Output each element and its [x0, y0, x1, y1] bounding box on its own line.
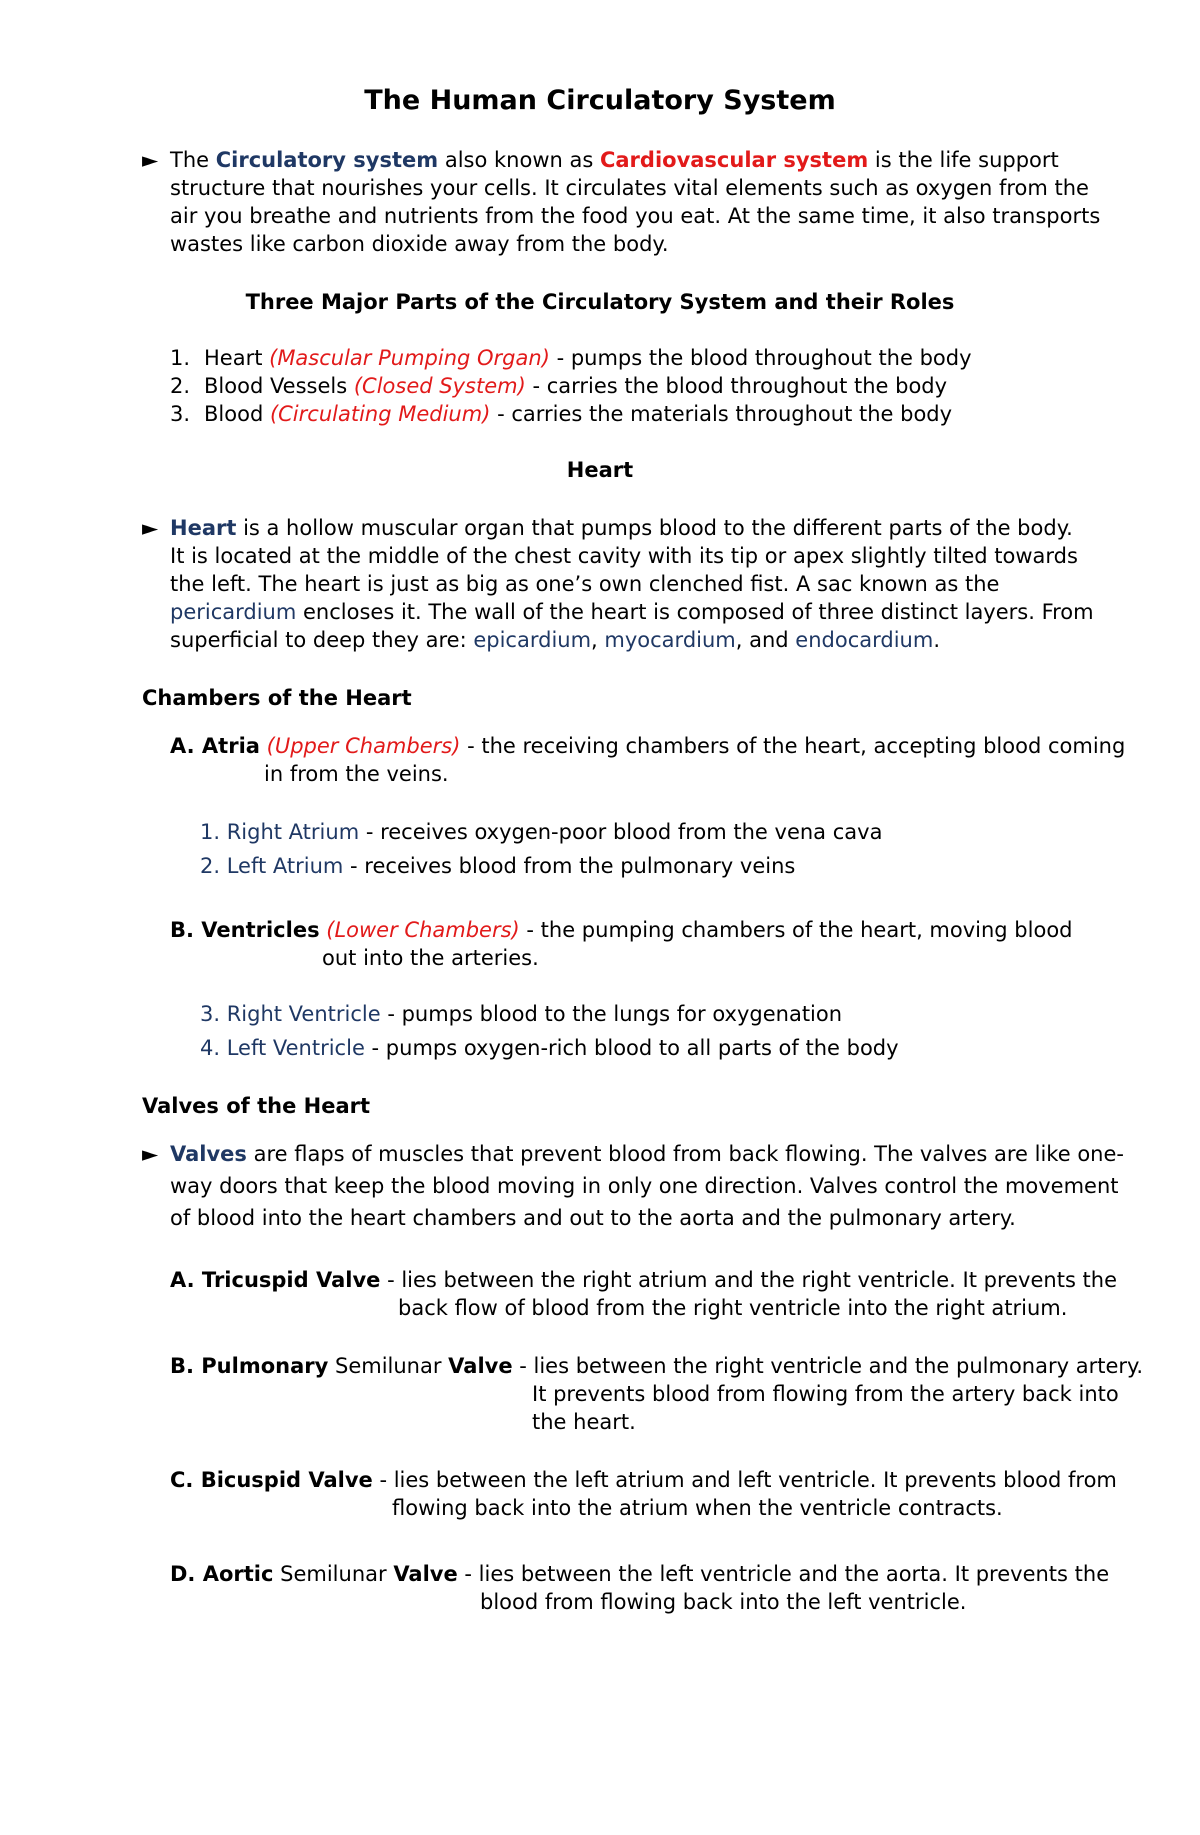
page-title: The Human Circulatory System	[364, 85, 836, 116]
term-heart: Heart	[170, 516, 237, 540]
chamber-item: 3. Right Ventricle - pumps blood to the lungs for oxygenation	[200, 1002, 843, 1026]
heart-line-3: the left. The heart is just as big as one’s own clenched fist. A sac known as the	[170, 572, 1000, 596]
atria-line-2: in from the veins.	[264, 762, 449, 786]
term-myocardium: myocardium	[604, 628, 736, 652]
valve-item-pulmonary-cont: the heart.	[532, 1410, 636, 1434]
bullet-arrow-icon: ►	[142, 1142, 159, 1166]
ventricles-line-1: B. Ventricles (Lower Chambers) - the pumping chambers of the heart, moving blood	[170, 918, 1073, 942]
chamber-item: 1. Right Atrium - receives oxygen-poor blood from the vena cava	[200, 820, 883, 844]
term-cardiovascular-system: Cardiovascular system	[599, 148, 869, 172]
term-endocardium: endocardium	[795, 628, 934, 652]
intro-line-4: wastes like carbon dioxide away from the body.	[170, 232, 669, 256]
intro-line-3: air you breathe and nutrients from the food you eat. At the same time, it also transports	[170, 204, 1101, 228]
heart-line-4: pericardium encloses it. The wall of the heart is composed of three distinct layers. From	[170, 600, 1094, 624]
parts-item: 3. Blood (Circulating Medium) - carries the materials throughout the body	[170, 402, 953, 426]
bullet-arrow-icon: ►	[142, 148, 159, 172]
heart-line-5: superficial to deep they are: epicardium, myocardium, and endocardium.	[170, 628, 941, 652]
intro-line-2: structure that nourishes your cells. It circulates vital elements such as oxygen from the	[170, 176, 1089, 200]
chamber-item: 4. Left Ventricle - pumps oxygen-rich blood to all parts of the body	[200, 1036, 899, 1060]
valves-line-3: of blood into the heart chambers and out to the aorta and the pulmonary artery.	[170, 1206, 1016, 1230]
heart-heading: Heart	[566, 458, 634, 482]
term-epicardium: epicardium	[473, 628, 592, 652]
valves-line-2: way doors that keep the blood moving in only one direction. Valves control the movement	[170, 1174, 1119, 1198]
valve-item-aortic-cont: blood from flowing back into the left ventricle.	[480, 1590, 967, 1614]
valve-item-pulmonary-cont: It prevents blood from flowing from the artery back into	[532, 1382, 1119, 1406]
atria-line-1: A. Atria (Upper Chambers) - the receiving chambers of the heart, accepting blood coming	[170, 734, 1126, 758]
ventricles-line-2: out into the arteries.	[322, 946, 539, 970]
valves-heading: Valves of the Heart	[142, 1094, 371, 1118]
parts-item: 2. Blood Vessels (Closed System) - carries the blood throughout the body	[170, 374, 948, 398]
bullet-arrow-icon: ►	[142, 516, 159, 540]
chambers-heading: Chambers of the Heart	[142, 686, 412, 710]
valve-item-aortic: D. Aortic Semilunar Valve - lies between the left ventricle and the aorta. It prevents the	[170, 1562, 1110, 1586]
chamber-item: 2. Left Atrium - receives blood from the pulmonary veins	[200, 854, 796, 878]
term-valves: Valves	[170, 1142, 247, 1166]
valve-item-tricuspid-cont: back flow of blood from the right ventricle into the right atrium.	[398, 1296, 1068, 1320]
valve-item-tricuspid: A. Tricuspid Valve - lies between the right atrium and the right ventricle. It prevents the	[170, 1268, 1118, 1292]
intro-line-1: ► The Circulatory system also known as Cardiovascular system is the life support	[142, 148, 1059, 172]
term-circulatory-system: Circulatory system	[215, 148, 439, 172]
valves-line-1: ► Valves are flaps of muscles that prevent blood from back flowing. The valves are like one-	[142, 1142, 1124, 1166]
valve-item-bicuspid-cont: flowing back into the atrium when the ventricle contracts.	[392, 1496, 1003, 1520]
heart-line-1: ► Heart is a hollow muscular organ that pumps blood to the different parts of the body.	[142, 516, 1073, 540]
heart-line-2: It is located at the middle of the chest cavity with its tip or apex slightly tilted towards	[170, 544, 1078, 568]
term-pericardium: pericardium	[170, 600, 297, 624]
valve-item-bicuspid: C. Bicuspid Valve - lies between the left atrium and left ventricle. It prevents blood from	[170, 1468, 1117, 1492]
parts-heading: Three Major Parts of the Circulatory System and their Roles	[245, 290, 955, 314]
parts-item: 1. Heart (Mascular Pumping Organ) - pumps the blood throughout the body	[170, 346, 972, 370]
valve-item-pulmonary: B. Pulmonary Semilunar Valve - lies between the right ventricle and the pulmonary artery.	[170, 1354, 1144, 1378]
